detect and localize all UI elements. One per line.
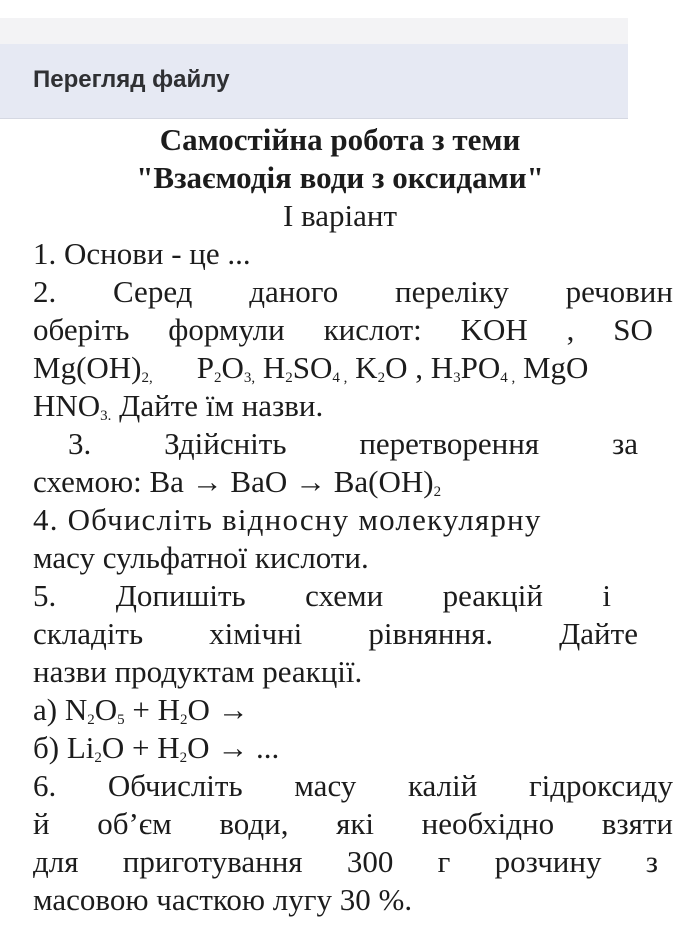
subscript: 2 xyxy=(179,750,188,766)
question-6-line-1 xyxy=(33,767,673,805)
word: даного xyxy=(249,274,339,309)
word: складіть xyxy=(33,616,144,651)
word: Допишіть xyxy=(115,578,246,613)
formula: б) Li xyxy=(33,730,95,765)
formula: + H xyxy=(124,692,180,727)
word: хімічні xyxy=(209,616,303,651)
question-5-line-2 xyxy=(33,615,638,653)
formula: P xyxy=(196,350,214,385)
word: масу xyxy=(294,768,357,803)
word: SO xyxy=(613,312,653,347)
word: взяти xyxy=(601,806,673,841)
question-5-line-1 xyxy=(33,577,611,615)
viewer-header xyxy=(0,44,628,119)
question-6-line-3 xyxy=(33,843,658,881)
word: 3. xyxy=(68,426,92,461)
doc-variant: I варіант xyxy=(282,198,398,233)
word: гідроксиду xyxy=(528,768,673,803)
doc-title-line-2: "Взаємодія води з оксидами" xyxy=(136,160,544,195)
word: 5. xyxy=(33,578,57,613)
subscript: 2, xyxy=(141,370,153,386)
word: Серед xyxy=(113,274,193,309)
formula: O , H xyxy=(385,350,454,385)
word: і xyxy=(602,578,611,613)
word: й xyxy=(33,806,50,841)
word: 2. xyxy=(33,274,57,309)
word: Здійсніть xyxy=(164,426,287,461)
formula: Mg(OH) xyxy=(33,350,142,385)
word: Обчисліть xyxy=(107,768,243,803)
word: з xyxy=(645,844,658,879)
formula: PO xyxy=(460,350,501,385)
top-strip xyxy=(0,18,628,44)
word: калій xyxy=(407,768,478,803)
question-3-line-1 xyxy=(68,425,638,463)
formula: O → ... xyxy=(187,730,280,765)
subscript: 5 xyxy=(117,712,125,728)
word: формули xyxy=(168,312,285,347)
word: реакцій xyxy=(442,578,543,613)
subscript: 2 xyxy=(180,712,188,728)
formula: а) N xyxy=(33,692,88,727)
word: води, xyxy=(219,806,289,841)
word: г xyxy=(437,844,451,879)
formula: O + H xyxy=(101,730,180,765)
word: KOH xyxy=(460,312,528,347)
question-6-line-2 xyxy=(33,805,673,843)
word: рівняння. xyxy=(368,616,494,651)
top-band xyxy=(0,0,628,18)
word: схеми xyxy=(305,578,384,613)
formula: H xyxy=(255,350,286,385)
document-body[interactable] xyxy=(0,119,673,931)
text: схемою: Ba → BaO → Ba(OH) xyxy=(33,464,434,499)
question-6-line-4: масовою часткою лугу 30 %. xyxy=(33,882,413,917)
word: речовин xyxy=(565,274,673,309)
subscript: 2 xyxy=(433,484,442,500)
question-5-line-3: назви продуктам реакції. xyxy=(33,654,363,689)
formula: MgO xyxy=(515,350,589,385)
subscript: 4 , xyxy=(332,370,348,386)
subscript: 3 xyxy=(453,370,461,386)
subscript: 2 xyxy=(87,712,95,728)
subscript: 3, xyxy=(243,370,256,386)
viewer-title: Перегляд файлу xyxy=(33,66,230,93)
formula: O xyxy=(221,350,244,385)
formula: HNO xyxy=(33,388,101,423)
word: оберіть xyxy=(33,312,130,347)
formula: O → xyxy=(187,692,249,727)
word: необхідно xyxy=(421,806,555,841)
subscript: 2 xyxy=(377,370,386,386)
question-2-line-1 xyxy=(33,273,673,311)
question-4-line-2: масу сульфатної кислоти. xyxy=(33,540,369,575)
word: 6. xyxy=(33,768,57,803)
word: кислот: xyxy=(323,312,422,347)
question-4-line-1: 4. Обчисліть відносну молекулярну xyxy=(33,502,542,537)
question-2-line-2 xyxy=(33,311,653,349)
word: 300 xyxy=(346,844,394,879)
subscript: 2 xyxy=(214,370,222,386)
question-1: 1. Основи - це ... xyxy=(33,236,251,271)
subscript: 4 , xyxy=(500,370,516,386)
word: переліку xyxy=(395,274,509,309)
formula: SO xyxy=(292,350,333,385)
word: які xyxy=(336,806,375,841)
word: за xyxy=(611,426,638,461)
subscript: 2 xyxy=(94,750,102,766)
formula: O xyxy=(94,692,118,727)
text: Дайте їм назви. xyxy=(111,388,324,423)
subscript: 2 xyxy=(285,370,293,386)
formula: K xyxy=(347,350,378,385)
word: для xyxy=(33,844,79,879)
word: Дайте xyxy=(559,616,638,651)
word: перетворення xyxy=(359,426,540,461)
word: об’єм xyxy=(97,806,172,841)
word: , xyxy=(566,312,575,347)
subscript: 3. xyxy=(100,408,112,424)
word: розчину xyxy=(494,844,602,879)
word: приготування xyxy=(122,844,303,879)
doc-title-line-1: Самостійна робота з теми xyxy=(159,122,521,157)
